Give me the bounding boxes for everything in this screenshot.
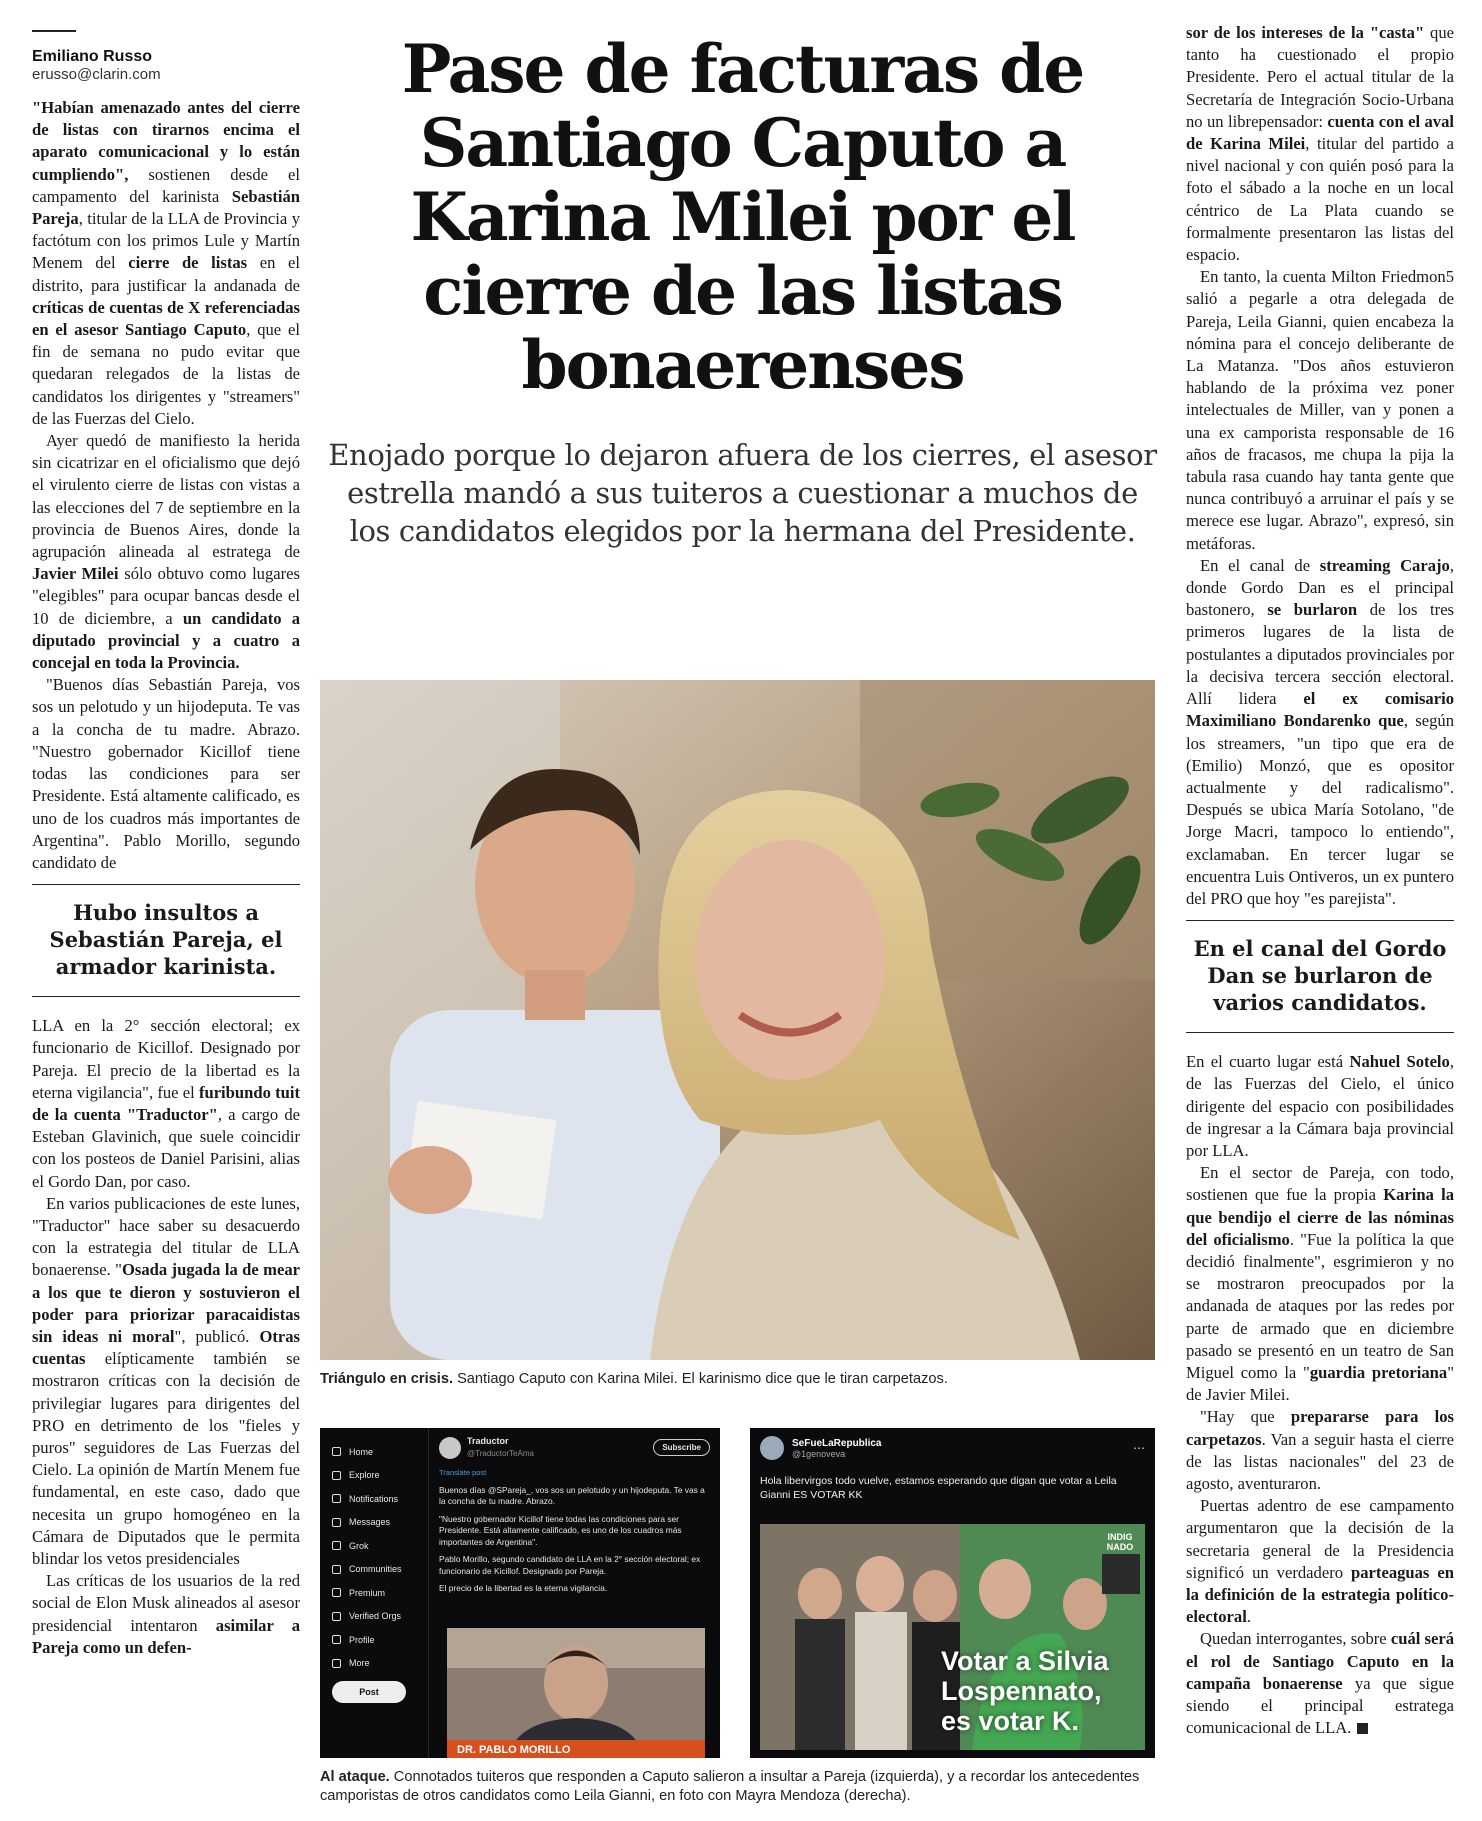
tweet-header: [439, 1436, 710, 1459]
paragraph: "Hay que prepararse para los carpetazos. Van a seguir hasta el cierre de las listas nacionales" del 23 de agosto, aventuraron.: [1186, 1407, 1454, 1493]
tweet-body: [428, 1428, 720, 1758]
nav-premium[interactable]: Premium: [332, 1581, 425, 1605]
tweet-author: [467, 1436, 534, 1459]
left-body-continued: [32, 1015, 300, 1659]
post-author-name[interactable]: SeFueLaRepublica: [792, 1437, 882, 1449]
paragraph: "Buenos días Sebastián Pareja, vos sos un pelotudo y un hijodeputa. Te vas a la concha de tu madre. Abrazo. "Nuestro gobernador Kicillof tiene todas las condiciones para ser Presidente. Está altamente calificado, es uno de los cuadros más importantes de Argentina". Pablo Morillo, segundo candidato de: [32, 675, 300, 872]
left-body: [32, 97, 300, 874]
nav-communities[interactable]: Communities: [332, 1558, 425, 1582]
nav-explore[interactable]: Explore: [332, 1464, 425, 1488]
tweet-screenshot: [320, 1428, 720, 1758]
center-column: [320, 30, 1165, 1804]
mail-icon: [332, 1518, 341, 1527]
translate-link[interactable]: Translate post: [439, 1468, 487, 1477]
end-mark-icon: [1357, 1723, 1368, 1734]
paragraph: LLA en la 2° sección electoral; ex funcionario de Kicillof. Designado por Pareja. El precio de la libertad es la eterna vigilancia", fue el furibundo tuit de la cuenta "Traductor", a cargo de Esteban Glavinich, que suele coincidir con los posteos de Daniel Parisini, alias el Gordo Dan, por caso.: [32, 1016, 300, 1191]
subscribe-button[interactable]: Subscribe: [653, 1439, 710, 1457]
tweet-line: Buenos días @SPareja_, vos sos un pelotudo y un hijodeputa. Te vas a la concha de tu madre. Abrazo.: [439, 1484, 705, 1506]
post-author-handle: @1genoveva: [792, 1448, 846, 1459]
nav-home[interactable]: Home: [332, 1440, 425, 1464]
x-logo-icon: [332, 1588, 341, 1597]
x-sidebar: [320, 1428, 425, 1758]
nav-notifications[interactable]: Notifications: [332, 1487, 425, 1511]
lightning-icon: [332, 1612, 341, 1621]
nav-verified-orgs[interactable]: Verified Orgs: [332, 1605, 425, 1629]
avatar[interactable]: [439, 1437, 461, 1459]
tweet-author-handle: @TraductorTeAma: [467, 1448, 534, 1458]
paragraph: Las críticas de los usuarios de la red social de Elon Musk alineados al asesor presidencial intentaron asimilar a Pareja como un defen-: [32, 1571, 300, 1657]
screenshots-caption: Al ataque. Connotados tuiteros que responden a Caputo salieron a insultar a Pareja (izquierda), y a recordar los antecedentes camporistas de otros candidatos como Leila Gianni, en foto con Mayra Mendoza (derecha).: [320, 1769, 1140, 1804]
paragraph: En el canal de streaming Carajo, donde Gordo Dan es el principal bastonero, se burlaron de los tres primeros lugares de la lista de postulantes a diputados provinciales por la decisiva tercera sección electoral. Allí lidera el ex comisario Maximiliano Bondarenko que, según los streamers, "un tipo que era de (Emilio) Monzó, que es opositor actualmente y del radicalismo". Después se ubica María Sotolano, "de Jorge Macri, tampoco lo entiendo", exclamaban. En tercer lugar se encuentra Luis Ontiveros, un ex puntero del PRO que hoy "es parejista".: [1186, 555, 1455, 908]
deck: Enojado porque lo dejaron afuera de los cierres, el asesor estrella mandó a sus tuiteros a cuestionar a muchos de los candidatos elegidos por la hermana del Presidente.: [328, 438, 1157, 548]
paragraph: "Habían amenazado antes del cierre de listas con tirarnos encima el aparato comunicacional y lo están cumpliendo", sostienen desde el campamento del karinista Sebastián Pareja, titular de la LLA de Provincia y factótum con los primos Lule y Martín Menem del cierre de listas en el distrito, para justificar la andanada de críticas de cuentas de X referenciadas en el asesor Santiago Caputo, que el fin de semana no pudo evitar que quedaran relegados de la listas de candidatos los dirigentes y "streamers" de las Fuerzas del Cielo.: [32, 98, 300, 428]
video-label: DR. PABLO MORILLO: [457, 1743, 571, 1756]
right-body-continued: [1186, 1051, 1454, 1739]
paragraph: Quedan interrogantes, sobre cuál será el rol de Santiago Caputo en la campaña bonaerense ya que sigue siendo el principal estratega comunicacional de LLA.: [1186, 1629, 1455, 1738]
nav-messages[interactable]: Messages: [332, 1511, 425, 1535]
author-email[interactable]: erusso@clarin.com: [32, 66, 161, 83]
tweet-author-name[interactable]: Traductor: [467, 1436, 509, 1446]
more-icon: [332, 1659, 341, 1668]
tweet-line: El precio de la libertad es la eterna vigilancia.: [439, 1583, 608, 1593]
bell-icon: [332, 1494, 341, 1503]
paragraph: Puertas adentro de ese campamento argumentaron que la decisión de la secretaria general de la Presidencia significó un verdadero parteaguas en la definición de la estrategia político-electoral.: [1186, 1496, 1454, 1627]
author-name: Emiliano Russo: [32, 48, 153, 65]
overlay-text: Votar a Silvia Lospennato, es votar K.: [941, 1646, 1109, 1736]
video-frame: [447, 1628, 705, 1758]
tweet-line: Pablo Morillo, segundo candidato de LLA en la 2° sección electoral; ex funcionario de Kicillof. Designado por Pareja.: [439, 1554, 701, 1576]
nav-grok[interactable]: Grok: [332, 1534, 425, 1558]
pull-quote: Hubo insultos a Sebastián Pareja, el armador karinista.: [32, 884, 300, 997]
search-icon: [332, 1471, 341, 1480]
post-photo[interactable]: [760, 1524, 1145, 1750]
post-header: [750, 1428, 1155, 1464]
paragraph: Ayer quedó de manifiesto la herida sin cicatrizar en el oficialismo que dejó el virulento cierre de listas con vistas a las elecciones del 7 de septiembre en la provincia de Buenos Aires, donde la agrupación alineada al estratega de Javier Milei sólo obtuvo como lugares "elegibles" para ocupar bancas desde el 10 de diciembre, a un candidato a diputado provincial y a cuatro a concejal en toda la Provincia.: [32, 431, 300, 673]
pull-quote: En el canal del Gordo Dan se burlaron de varios candidatos.: [1186, 920, 1454, 1033]
nav-profile[interactable]: Profile: [332, 1628, 425, 1652]
byline-rule: [32, 30, 76, 32]
paragraph: sor de los intereses de la "casta" que tanto ha cuestionado el propio Presidente. Pero el actual titular de la Secretaría de Integración Socio-Urbana no un librepensador: cuenta con el aval de Karina Milei, titular del partido a nivel nacional y con quién posó para la foto el sábado a la noche en un local céntrico de La Plata cuando se formalmente presentaron las listas del espacio.: [1186, 23, 1454, 265]
paragraph: En el cuarto lugar está Nahuel Sotelo, de las Fuerzas del Cielo, el único dirigente del espacio con posibilidades de ingresar a la Cámara baja provincial por LLA.: [1186, 1052, 1455, 1160]
right-body: [1186, 22, 1454, 910]
people-icon: [332, 1565, 341, 1574]
left-column: [32, 30, 300, 1659]
post-screenshot: [750, 1428, 1155, 1758]
post-button[interactable]: Post: [332, 1681, 406, 1703]
user-icon: [332, 1635, 341, 1644]
headline: Pase de facturas de Santiago Caputo a Karina Milei por el cierre de las listas bonaerenses: [401, 30, 1084, 404]
post-text: Hola libervirgos todo vuelve, estamos esperando que digan que votar a Leila Gianni ES VOTAR KK: [760, 1475, 1117, 1501]
sign-text: INDIG NADO: [1106, 1532, 1134, 1552]
home-icon: [332, 1447, 341, 1456]
more-icon[interactable]: ⋯: [1133, 1441, 1145, 1455]
photo-caption: Triángulo en crisis. Santiago Caputo con Karina Milei. El karinismo dice que le tiran carpetazos.: [320, 1371, 948, 1387]
nav-more[interactable]: More: [332, 1652, 425, 1676]
avatar[interactable]: [760, 1436, 784, 1460]
paragraph: En varios publicaciones de este lunes, "Traductor" hace saber su desacuerdo con la estrategia del titular de LLA bonaerense. "Osada jugada la de mear a los que te dieron y sostuvieron el poder para priorizar paracaidistas sin ideas ni moral", publicó. Otras cuentas elípticamente también se mostraron críticas con la decisión de privilegiar lugares para dirigentes del PRO en detrimento de los "fieles y puros" seguidores de Las Fuerzas del Cielo. La opinión de Martín Menem fue fundamental, en este caso, dado que necesita un grupo homogéneo en la Cámara de Diputados que le permita blindar los vetos presidenciales: [32, 1193, 300, 1568]
right-column: [1186, 22, 1454, 1739]
tweet-line: "Nuestro gobernador Kicillof tiene todas las condiciones para ser Presidente. Está altamente calificado, es uno de los cuadros más importantes de Argentina".: [439, 1513, 682, 1547]
grok-icon: [332, 1541, 341, 1550]
paragraph: En tanto, la cuenta Milton Friedmon5 salió a pegarle a otra delegada de Pareja, Leila Gianni, quien encabeza la nómina para el concejo deliberante de La Matanza. "Dos años estuvieron hablando de la próxima vez poner intelectuales de Miller, van y ponen a una ex camporista responsable de 16 años de fracasos, me chupa la pija la tabula rasa cuando hay tanta gente que nunca contribuyó a arruinar el país y se merece ese lugar. Abrazo", expresó, sin metáforas.: [1186, 267, 1454, 553]
paragraph: En el sector de Pareja, con todo, sostienen que fue la propia Karina la que bendijo el cierre de las nóminas del oficialismo. "Fue la política la que decidió finalmente", esgrimieron y no se mostraron preocupados por la andanada de ataques por las redes por parte de armado que en diciembre pasado se presentó en un teatro de San Miguel como la "guardia pretoriana" de Javier Milei.: [1186, 1163, 1455, 1405]
photo-illustration: [320, 680, 1155, 1360]
main-photo: [320, 680, 1155, 1360]
tweet-video[interactable]: [447, 1628, 705, 1758]
